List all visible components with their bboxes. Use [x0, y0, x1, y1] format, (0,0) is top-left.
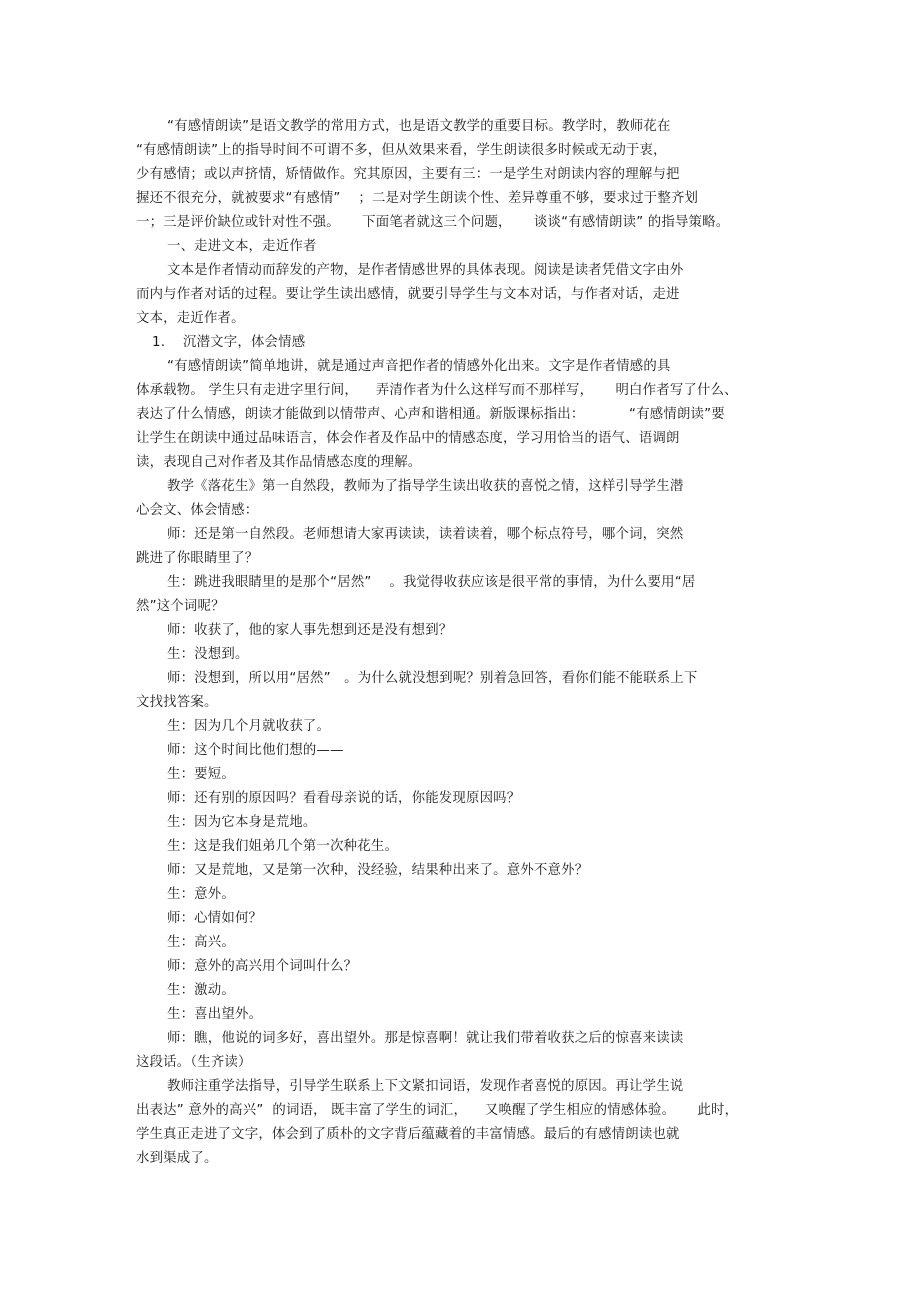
dialogue-line: 这段话。（生齐读）: [136, 1055, 252, 1070]
dialogue-line: 师：意外的高兴用个词叫什么？: [167, 959, 358, 974]
dialogue-line: 跳进了你眼睛里了？: [136, 551, 259, 566]
subsection-heading: 1. 沉潜文字，体会情感: [152, 335, 306, 350]
dialogue-line: 生：高兴。: [167, 935, 235, 950]
dialogue-line: 师：没想到，所以用“居然” 。为什么就没想到呢？别着急回答，看你们能不能联系上下: [167, 671, 698, 686]
dialogue-line: 师：收获了，他的家人事先想到还是没有想到？: [167, 623, 453, 638]
text-line: 表达了什么情感，朗读才能做到以情带声、心声和谐相通。新版课标指出： “有感情朗读”要: [136, 407, 725, 422]
dialogue-line: 师：还是第一自然段。老师想请大家再读读，读着读着，哪个标点符号，哪个词，突然: [167, 527, 684, 542]
dialogue-line: 师：这个时间比他们想的——: [167, 743, 344, 758]
text-line: “有感情朗读”简单地讲，就是通过声音把作者的情感外化出来。文字是作者情感的具: [167, 359, 671, 374]
dialogue-line: 生：因为它本身是荒地。: [167, 815, 317, 830]
dialogue-line: 师：又是荒地，又是第一次种，没经验，结果种出来了。意外不意外？: [167, 863, 589, 878]
text-line: 心会文、体会情感：: [136, 503, 259, 518]
text-line: 学生真正走进了文字，体会到了质朴的文字背后蕴藏着的丰富情感。最后的有感情朗读也就: [136, 1127, 680, 1142]
text-line: 而内与作者对话的过程。要让学生读出感情，就要引导学生与文本对话，与作者对话，走进: [136, 287, 680, 302]
text-line: 水到渠成了。: [136, 1151, 218, 1166]
dialogue-line: 生：激动。: [167, 983, 235, 998]
text-line: “有感情朗读”是语文教学的常用方式，也是语文教学的重要目标。教学时，教师花在: [167, 119, 671, 134]
text-line: 出表达” 意外的高兴” 的词语， 既丰富了学生的词汇， 又唤醒了学生相应的情感体验。 此时，: [136, 1103, 739, 1118]
text-line: 让学生在朗读中通过品味语言，体会作者及作品中的情感态度，学习用恰当的语气、语调朗: [136, 431, 680, 446]
dialogue-line: 生：意外。: [167, 887, 235, 902]
text-line: 一；三是评价缺位或针对性不强。 下面笔者就这三个问题， 谈谈“有感情朗读” 的指导策略。: [136, 215, 730, 230]
dialogue-line: 师：心情如何？: [167, 911, 263, 926]
text-line: 读，表现自己对作者及其作品情感态度的理解。: [136, 455, 422, 470]
dialogue-line: 生：这是我们姐弟几个第一次种花生。: [167, 839, 399, 854]
text-line: “有感情朗读”上的指导时间不可谓不多，但从效果来看，学生朗读很多时候或无动于衷，: [136, 143, 667, 158]
text-line: 握还不很充分，就被要求“有感情” ；二是对学生朗读个性、差异尊重不够，要求过于整齐划: [136, 191, 699, 206]
dialogue-line: 生：要短。: [167, 767, 235, 782]
text-line: 教学《落花生》第一自然段，教师为了指导学生读出收获的喜悦之情，这样引导学生潜: [167, 479, 684, 494]
text-line: 文本是作者情动而辞发的产物，是作者情感世界的具体表现。阅读是读者凭借文字由外: [167, 263, 684, 278]
dialogue-line: 然”这个词呢？: [136, 599, 225, 614]
dialogue-line: 师：还有别的原因吗？看看母亲说的话，你能发现原因吗？: [167, 791, 521, 806]
section-heading: 一、走进文本，走近作者: [167, 239, 317, 254]
dialogue-line: 生：跳进我眼睛里的是那个“居然” 。我觉得收获应该是很平常的事情，为什么要用“居: [167, 575, 696, 590]
text-line: 教师注重学法指导，引导学生联系上下文紧扣词语，发现作者喜悦的原因。再让学生说: [167, 1079, 684, 1094]
text-line: 少有感情；或以声挤情，矫情做作。究其原因，主要有三：一是学生对朗读内容的理解与把: [136, 167, 680, 182]
dialogue-line: 生：因为几个月就收获了。: [167, 719, 331, 734]
dialogue-line: 生：喜出望外。: [167, 1007, 263, 1022]
dialogue-line: 文找找答案。: [136, 695, 218, 710]
dialogue-line: 师：瞧，他说的词多好，喜出望外。那是惊喜啊！就让我们带着收获之后的惊喜来读读: [167, 1031, 684, 1046]
dialogue-line: 生：没想到。: [167, 647, 249, 662]
text-line: 体承载物。 学生只有走进字里行间， 弄清作者为什么这样写而不那样写， 明白作者写了什么、: [136, 383, 738, 398]
text-line: 文本，走近作者。: [136, 311, 245, 326]
